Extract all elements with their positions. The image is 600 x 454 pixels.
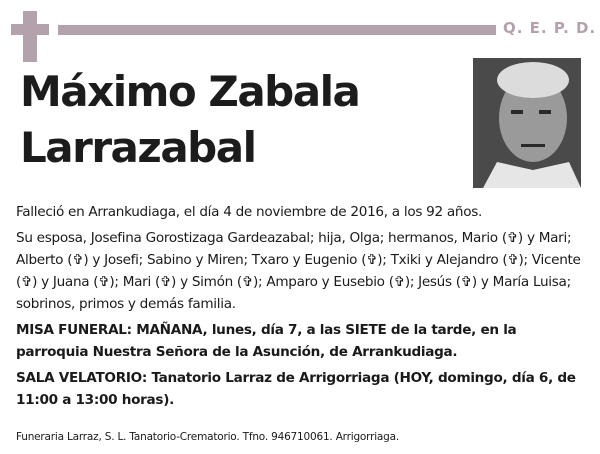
name-line-2: Larrazabal (20, 123, 256, 172)
qepd-badge: Q. E. P. D. (503, 19, 597, 37)
death-notice: Falleció en Arrankudiaga, el día 4 de noviembre de 2016, a los 92 años. (16, 204, 483, 220)
family-list: Su esposa, Josefina Gorostizaga Gardeazabal; hija, Olga; hermanos, Mario (✞) y Mari; Alberto (✞) y Josefi; Sabino y Miren; Txaro y Eugenio (✞); Txiki y Alejandro (✞); Vicente (✞) y Juana (✞); Mari (✞) y Simón (✞); Amparo y Eusebio (✞); Jesús (✞) y María Luisa; sobrinos, primos y demás familia. (16, 230, 581, 312)
portrait-silhouette (473, 58, 581, 188)
name-line-1: Máximo Zabala (20, 67, 360, 116)
obituary-body (16, 201, 588, 415)
wake-info: SALA VELATORIO: Tanatorio Larraz de Arrigorriaga (HOY, domingo, día 6, de 11:00 a 13:00 horas). (16, 370, 576, 408)
portrait-photo (473, 58, 581, 188)
cross-horizontal-bar (11, 24, 49, 35)
header-rule (58, 25, 496, 35)
funeral-mass-info: MISA FUNERAL: MAÑANA, lunes, día 7, a las SIETE de la tarde, en la parroquia Nuestra Señora de la Asunción, de Arrankudiaga. (16, 322, 517, 360)
cross-vertical-bar (23, 11, 37, 62)
funeral-home-footer: Funeraria Larraz, S. L. Tanatorio-Crematorio. Tfno. 946710061. Arrigorriaga. (16, 431, 399, 443)
deceased-name (20, 64, 359, 176)
